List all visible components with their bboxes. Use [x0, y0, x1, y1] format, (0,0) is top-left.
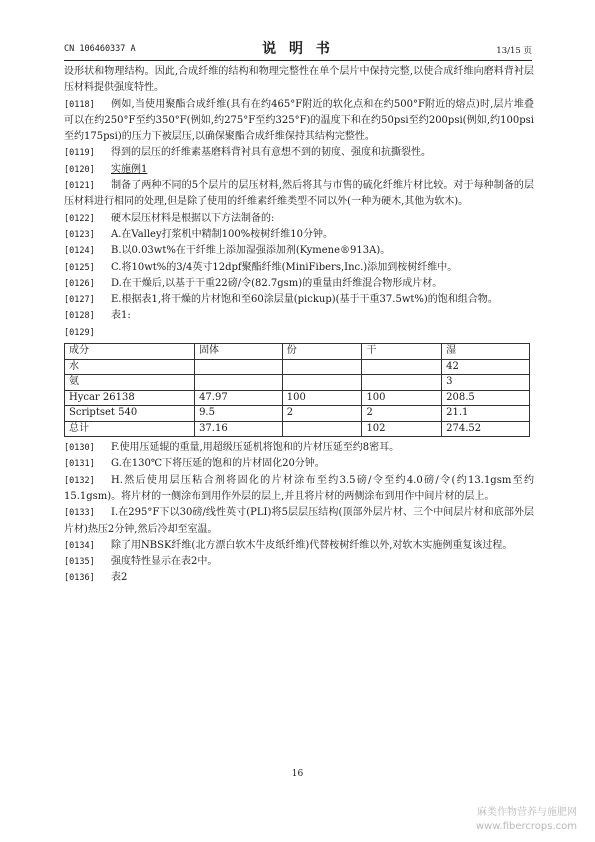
paragraph-text: 表2	[111, 572, 128, 584]
watermark	[476, 806, 577, 834]
table-cell	[362, 375, 442, 391]
paragraph	[64, 292, 534, 308]
table-cell: 37.16	[195, 421, 283, 437]
publication-number: CN 106460337 A	[64, 44, 136, 54]
table-cell: Scriptset 540	[65, 406, 195, 422]
table-header-cell: 成分	[65, 344, 195, 360]
paragraph	[64, 570, 534, 586]
paragraph	[64, 505, 534, 538]
paragraph-text: H.然后使用层压粘合剂将固化的片材涂布至约3.5磅/令至约4.0磅/令(约13.1gsm至约15.1gsm)。将片材的一侧涂布到用作外层的层上,并且将片材的两侧涂布到用作中间片材的层上。	[64, 474, 534, 502]
table-cell: 氨	[65, 375, 195, 391]
table-header-cell: 湿	[442, 344, 530, 360]
paragraph-text: I.在295°F下以30磅/线性英寸(PLI)将5层层压结构(顶部外层片材、三个中间层片材和底部外层片材)热压2分钟,然后冷却至室温。	[64, 507, 534, 535]
paragraph	[64, 308, 534, 324]
paragraph	[64, 64, 534, 97]
table-1	[64, 343, 530, 437]
table-row	[65, 375, 530, 391]
paragraph	[64, 456, 534, 472]
paragraph-number: [0134]	[64, 540, 95, 551]
table-row	[65, 390, 530, 406]
paragraph	[64, 243, 534, 259]
paragraph-number: [0131]	[64, 459, 95, 470]
paragraph-text: 除了用NBSK纤维(北方漂白软木牛皮纸纤维)代替桉树纤维以外,对软木实施例重复该过程。	[111, 539, 513, 551]
table-cell: 42	[442, 359, 530, 375]
paragraph-text: 制备了两种不同的5个层片的层压材料,然后将其与市售的硫化纤维片材比较。对于每种制备的层压材料进行相同的处理,但是除了使用的纤维素纤维类型不同以外(一种为硬木,其他为软木)。	[64, 180, 534, 208]
paragraph-text: A.在Valley打浆机中精制100%桉树纤维10分钟。	[111, 228, 333, 240]
table-cell: 总计	[65, 421, 195, 437]
paragraph-text: 设形状和物理结构。因此,合成纤维的结构和物理完整性在单个层片中保持完整,以使合成纤维向磨料背衬层压材料提供强度特性。	[64, 66, 534, 94]
paragraph-text: 得到的层压的纤维素基磨料背衬具有意想不到的韧度、强度和抗撕裂性。	[111, 147, 431, 159]
watermark-url: www.fibercrops.com	[475, 821, 577, 832]
paragraph-text: 强度特性显示在表2中。	[111, 556, 218, 568]
watermark-cn: 麻类作物营养与施肥网	[477, 807, 577, 818]
paragraph-text: 表1:	[111, 310, 131, 322]
table-cell: 3	[442, 375, 530, 391]
paragraph-number: [0118]	[64, 99, 95, 110]
document-body	[64, 64, 534, 587]
paragraph-number: [0126]	[64, 278, 95, 289]
document-title: 说 明 书	[262, 41, 334, 57]
paragraph-number: [0128]	[64, 311, 95, 322]
paragraph-number: [0124]	[64, 246, 95, 257]
paragraph-number: [0125]	[64, 262, 95, 273]
table-cell	[282, 359, 362, 375]
table-header-cell: 固体	[195, 344, 283, 360]
paragraph-number: [0130]	[64, 443, 95, 454]
paragraph-text: 硬木层压材料是根据以下方法制备的:	[111, 212, 275, 224]
table-header-row	[65, 344, 530, 360]
table-cell	[282, 421, 362, 437]
paragraph-text: C.将10wt%的3/4英寸12dpf聚酯纤维(MiniFibers,Inc.)添加到桉树纤维中。	[111, 261, 458, 273]
paragraph-number: [0122]	[64, 213, 95, 224]
paragraph-text: G.在130℃下将压延的饱和的片材固化20分钟。	[111, 458, 325, 470]
paragraph	[64, 162, 534, 178]
table-cell: 水	[65, 359, 195, 375]
paragraph	[64, 211, 534, 227]
paragraph-number: [0127]	[64, 295, 95, 306]
table-label	[64, 325, 534, 341]
table-cell: 208.5	[442, 390, 530, 406]
table-header-cell: 干	[362, 344, 442, 360]
header-divider	[64, 60, 532, 61]
table-cell: 100	[362, 390, 442, 406]
paragraph	[64, 440, 534, 456]
paragraph	[64, 178, 534, 211]
paragraph	[64, 276, 534, 292]
paragraph	[64, 145, 534, 161]
table-cell	[195, 359, 283, 375]
table-cell: Hycar 26138	[65, 390, 195, 406]
paragraph-number: [0136]	[64, 573, 95, 584]
paragraph-text: E.根据表1,将干燥的片材饱和至60涂层量(pickup)(基于干重37.5wt%)的饱和组合物。	[111, 294, 498, 306]
table-cell: 47.97	[195, 390, 283, 406]
paragraph-number: [0132]	[64, 475, 95, 486]
paragraph	[64, 538, 534, 554]
paragraph-text: B.以0.03wt%在干纤维上添加湿强添加剂(Kymene®913A)。	[111, 245, 391, 257]
paragraph	[64, 97, 534, 146]
paragraph-text: F.使用压延辊的重量,用超级压延机将饱和的片材压延至约8密耳。	[111, 442, 400, 454]
table-cell: 274.52	[442, 421, 530, 437]
paragraph	[64, 554, 534, 570]
table-row	[65, 406, 530, 422]
paragraph-number: [0129]	[64, 327, 95, 338]
table-row	[65, 421, 530, 437]
paragraph-number: [0133]	[64, 508, 95, 519]
table-cell: 2	[362, 406, 442, 422]
paragraph-text: D.在干燥后,以基于干重22磅/令(82.7gsm)的重量由纤维混合物形成片材。	[111, 277, 443, 289]
table-cell: 100	[282, 390, 362, 406]
table-header-cell: 份	[282, 344, 362, 360]
paragraph	[64, 473, 534, 506]
paragraph-number: [0119]	[64, 148, 95, 159]
table-cell: 2	[282, 406, 362, 422]
page-counter: 13/15 页	[496, 46, 532, 56]
table-cell	[362, 359, 442, 375]
paragraph-number: [0120]	[64, 164, 95, 175]
page-header	[64, 38, 532, 58]
paragraph-number: [0135]	[64, 557, 95, 568]
table-cell: 102	[362, 421, 442, 437]
table-cell	[195, 375, 283, 391]
table-cell: 9.5	[195, 406, 283, 422]
table-cell	[282, 375, 362, 391]
table-cell: 21.1	[442, 406, 530, 422]
paragraph-number: [0123]	[64, 229, 95, 240]
page-number: 16	[291, 769, 304, 779]
table-row	[65, 359, 530, 375]
paragraph-text: 例如,当使用聚酯合成纤维(具有在约465°F附近的软化点和在约500°F附近的熔点)时,层片堆叠可以在约250°F至约350°F(例如,约275°F至约325°F)的温度下和在约50psi至约200psi(例如,约100psi至约175psi)的压力下被层压,以确保聚酯合成纤维保持其结构完整性。	[64, 98, 534, 143]
paragraph-text: 实施例1	[111, 163, 148, 175]
paragraph	[64, 260, 534, 276]
paragraph-number: [0121]	[64, 181, 95, 192]
paragraph	[64, 227, 534, 243]
